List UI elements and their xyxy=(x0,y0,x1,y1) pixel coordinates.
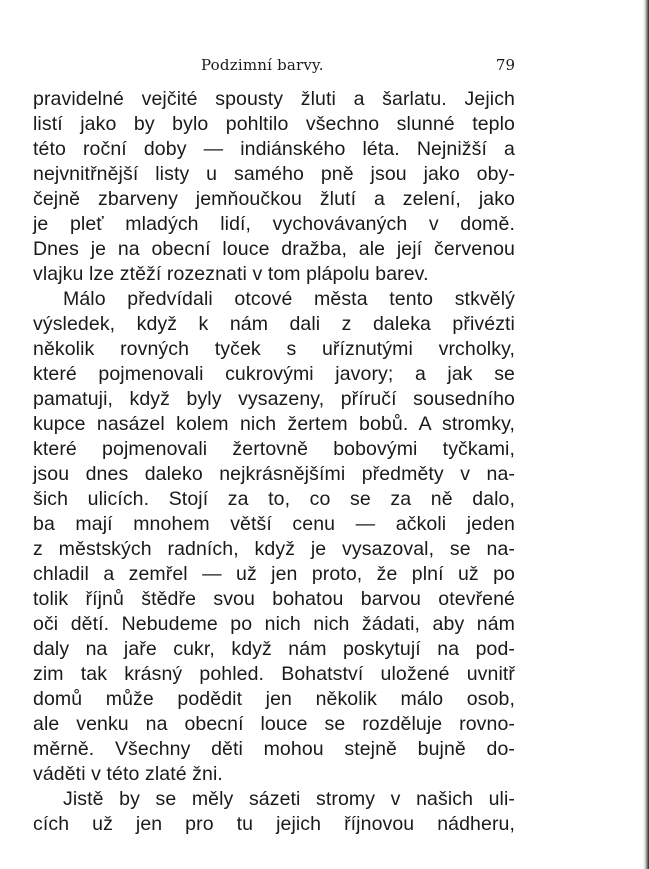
page-edge-shadow xyxy=(643,0,649,869)
text-line: pravidelné vejčité spousty žluti a šarlatu. Jejich xyxy=(33,88,515,110)
text-line: z městských radních, když je vysazoval, se na- xyxy=(33,538,515,560)
text-line: měrně. Všechny děti mohou stejně bujně do- xyxy=(33,738,515,760)
text-line: tolik říjnů štědře svou bohatou barvou otevřené xyxy=(33,588,515,610)
text-line: chladil a zemřel — už jen proto, že plní už po xyxy=(33,563,515,585)
text-line: ba mají mnohem větší cenu — ačkoli jeden xyxy=(33,513,515,535)
text-line: výsledek, když k nám dali z daleka přivézti xyxy=(33,313,515,335)
running-title: Podzimní barvy. xyxy=(201,56,324,74)
text-line: váděti v této zlaté žni. xyxy=(33,763,223,785)
running-header xyxy=(33,56,515,78)
text-line: této roční doby — indiánského léta. Nejnižší a xyxy=(33,138,515,160)
text-line: které pojmenovali cukrovými javory; a jak se xyxy=(33,363,515,385)
text-line: kupce nasázel kolem nich žertem bobů. A stromky, xyxy=(33,413,515,435)
text-line: je pleť mladých lidí, vychovávaných v domě. xyxy=(33,213,515,235)
text-line: vlajku lze ztěží rozeznati v tom plápolu barev. xyxy=(33,263,429,285)
text-line: ale venku na obecní louce se rozděluje rovno- xyxy=(33,713,515,735)
page-number: 79 xyxy=(495,56,515,74)
text-line: pamatuji, když byly vysazeny, příručí sousedního xyxy=(33,388,515,410)
text-line: cích už jen pro tu jejich říjnovou nádheru, xyxy=(33,813,515,835)
text-line: Dnes je na obecní louce dražba, ale její červenou xyxy=(33,238,515,260)
text-line: které pojmenovali žertovně bobovými tyčkami, xyxy=(33,438,515,460)
text-line: zim tak krásný pohled. Bohatství uložené uvnitř xyxy=(33,663,515,685)
text-line: daly na jaře cukr, když nám poskytují na pod- xyxy=(33,638,515,660)
text-line: jsou dnes daleko nejkrásnějšími předměty v na- xyxy=(33,463,515,485)
text-line: nejvnitřnější listy u samého pně jsou jako oby- xyxy=(33,163,515,185)
text-line: čejně zbarveny jemňoučkou žlutí a zelení, jako xyxy=(33,188,515,210)
text-line: šich ulicích. Stojí za to, co se za ně dalo, xyxy=(33,488,515,510)
paragraph-start-line: Málo předvídali otcové města tento stkvělý xyxy=(63,288,515,310)
body-text xyxy=(33,87,515,837)
text-line: domů může podědit jen několik málo osob, xyxy=(33,688,515,710)
text-line: listí jako by bylo pohltilo všechno slunné teplo xyxy=(33,113,515,135)
text-line: oči dětí. Nebudeme po nich nich žádati, aby nám xyxy=(33,613,515,635)
text-line: několik rovných tyček s uříznutými vrcholky, xyxy=(33,338,515,360)
paragraph-start-line: Jistě by se měly sázeti stromy v našich uli- xyxy=(63,788,515,810)
